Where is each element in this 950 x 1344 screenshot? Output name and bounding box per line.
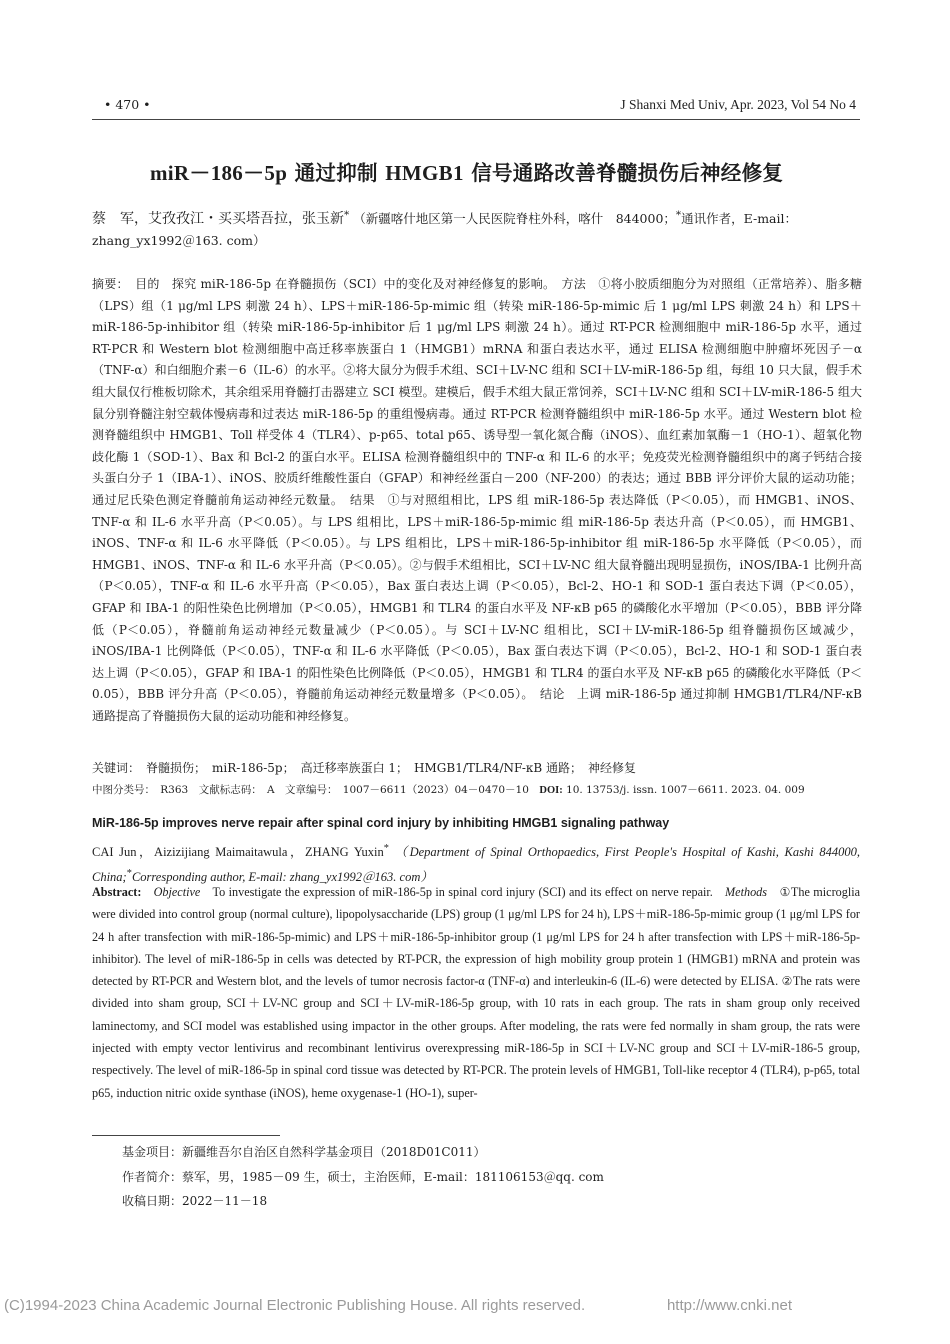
copyright-text: (C)1994-2023 China Academic Journal Electronic Publishing House. All rights reserved. (4, 1297, 586, 1314)
author-bio-footnote: 作者简介：蔡军，男，1985－09 生，硕士，主治医师，E-mail：181106153＠qq. com (122, 1170, 604, 1184)
journal-citation: J Shanxi Med Univ, Apr. 2023, Vol 54 No 4 (620, 97, 856, 112)
footnote-rule (92, 1135, 280, 1136)
corr-star: * (675, 209, 682, 221)
english-author-star: * (383, 843, 389, 854)
doi-label: DOI: (539, 785, 563, 796)
title-gene: HMGB1 (385, 161, 464, 185)
chinese-abstract: 摘要： 目的 探究 miR-186-5p 在脊髓损伤（SCI）中的变化及对神经修复的影响。 方法 ①将小胶质细胞分为对照组（正常培养）、脂多糖（LPS）组（1 μg/ml LPS 刺激 24 h）、LPS＋miR-186-5p-mimic 组（转染 miR-186-5p-mimic 后 1 μg/ml LPS 刺激 24 h）和 LPS＋miR-186-5p-inhibitor 组（转染 miR-186-5p-inhibitor 后 1 μg/ml LPS 刺激 24 h）。通过 RT-PCR 检测细胞中 miR-186-5p 水平，通过 RT-PCR 和 Western blot 检测细胞中高迁移率族蛋白 1（HMGB1）mRNA 和蛋白表达水平，通过 ELISA 检测细胞中肿瘤坏死因子－α（TNF-α）和白细胞介素－6（IL-6）的水平。②将大鼠分为假手术组、SCI＋LV-NC 组和 SCI＋LV-miR-186-5p 组，每组 10 只大鼠，假手术组大鼠仅行椎板切除术，其余组采用脊髓打击器建立 SCI 模型。建模后，假手术组大鼠正常饲养，SCI＋LV-NC 组和 SCI＋LV-miR-186-5 组大鼠分别脊髓注射空载体慢病毒和过表达 miR-186-5p 的重组慢病毒。通过 RT-PCR 检测脊髓组织中 miR-186-5p 水平。通过 Western blot 检测脊髓组织中 HMGB1、Toll 样受体 4（TLR4）、p-p65、total p65、诱导型一氧化氮合酶（iNOS）、血红素加氧酶－1（HO-1）、超氧化物歧化酶 1（SOD-1）、Bax 和 Bcl-2 的蛋白水平。ELISA 检测脊髓组织中的 TNF-α 和 IL-6 的水平；免疫荧光检测脊髓组织中的离子钙结合接头蛋白分子 1（IBA-1）、iNOS、胶质纤维酸性蛋白（GFAP）和神经丝蛋白－200（NF-200）的表达；通过 BBB 评分评价大鼠的运动功能；通过尼氏染色测定脊髓前角运动神经元数量。 结果 ①与对照组相比，LPS 组 miR-186-5p 表达降低（P＜0.05），而 HMGB1、iNOS、TNF-α 和 IL-6 水平升高（P＜0.05）。与 LPS 组相比，LPS＋miR-186-5p-mimic 组 miR-186-5p 表达升高（P＜0.05），而 HMGB1、iNOS、TNF-α 和 IL-6 水平降低（P＜0.05）。与 LPS 组相比，LPS＋miR-186-5p-inhibitor 组 miR-186-5p 水平降低（P＜0.05），而 HMGB1、iNOS、TNF-α 和 IL-6 水平升高（P＜0.05）。②与假手术组相比，SCI＋LV-NC 组大鼠脊髓出现明显损伤，iNOS/IBA-1 比例升高（P＜0.05），TNF-α 和 IL-6 水平升高（P＜0.05），Bax 蛋白表达上调（P＜0.05），Bcl-2、HO-1 和 SOD-1 蛋白表达下调（P＜0.05），GFAP 和 IBA-1 的阳性染色比例增加（P＜0.05），HMGB1 和 TLR4 的蛋白水平及 NF-κB p65 的磷酸化水平增加（P＜0.05），BBB 评分降低（P＜0.05），脊髓前角运动神经元数量减少（P＜0.05）。与 SCI＋LV-NC 组相比，SCI＋LV-miR-186-5p 组脊髓损伤区域减少，iNOS/IBA-1 比例降低（P＜0.05），TNF-α 和 IL-6 水平降低（P＜0.05），Bax 蛋白表达下调（P＜0.05），Bcl-2、HO-1 和 SOD-1 蛋白表达上调（P＜0.05），GFAP 和 IBA-1 的阳性染色比例降低（P＜0.05），HMGB1 和 TLR4 的蛋白水平及 NF-κB p65 的磷酸化水平降低（P＜0.05），BBB 评分升高（P＜0.05），脊髓前角运动神经元数量增多（P＜0.05）。 结论 上调 miR-186-5p 通过抑制 HMGB1/TLR4/NF-κB 通路提高了脊髓损伤大鼠的运动功能和神经修复。 (92, 277, 862, 723)
methods-label: Methods (725, 885, 768, 899)
title-text-2: 信号通路改善脊髓损伤后神经修复 (463, 161, 784, 185)
english-title: MiR-186-5p improves nerve repair after spinal cord injury by inhibiting HMGB1 signaling pathway (92, 816, 670, 830)
header-rule (92, 119, 860, 120)
author-line (92, 204, 864, 252)
doi-value: 10. 13753/j. issn. 1007－6611. 2023. 04. 009 (562, 784, 805, 796)
cnki-link[interactable]: http://www.cnki.net (666, 1297, 792, 1314)
corresponding-email: 通讯作者，E-mail：zhang_yx1992＠163. com） (92, 211, 797, 249)
english-author-names: CAI Jun，Aizizijiang Maimaitawula，ZHANG Yuxin (92, 845, 384, 860)
english-affiliation: （Department of Spinal Orthopaedics, First People's Hospital of Kashi, Kashi 844000, China; (92, 845, 860, 885)
english-corr-star: * (126, 868, 132, 880)
fund-footnote: 基金项目：新疆维吾尔自治区自然科学基金项目（2018D01C011） (122, 1145, 486, 1159)
methods-text: ①The microglia were divided into control group (normal culture), lipopolysaccharide (LPS) group (1 μg/ml LPS for 24 h), LPS＋miR-186-5p-mimic group (1 μg/ml LPS for 24 h after transfection with miR-186-5p-mimic) and LPS＋miR-186-5p-inhibitor group (1 μg/ml LPS for 24 h after transfection with LPS＋miR-186-5p-inhibitor). The level of miR-186-5p in cells was detected by RT-PCR, the expression of high mobility group protein 1 (HMGB1) mRNA and protein was detected by RT-PCR and Western blot, and the levels of tumor necrosis factor-α (TNF-α) and interleukin-6 (IL-6) were detected by ELISA. ②The rats were divided into sham group, SCI＋LV-NC group and SCI＋LV-miR-186-5p group, with 10 rats in each group. The rats in sham group only received laminectomy, and SCI model was established using impactor in the other groups. After modeling, the rats were fed normally in sham group, the rats were injected with empty vector lentivirus and recombinant lentivirus overexpressing miR-186-5p in SCI＋LV-NC group and SCI＋LV-miR-186-5 group, respectively. The level of miR-186-5p in spinal cord tissue was detected by RT-PCR. The protein levels of HMGB1, Toll-like receptor 4 (TLR4), p-p65, total p65, induction nitric oxide synthase (iNOS), heme oxygenase-1 (HO-1), super- (92, 885, 860, 1100)
author-star: * (344, 209, 350, 221)
abstract-label: Abstract: (92, 885, 142, 899)
classification-line (92, 782, 862, 799)
english-corresponding: Corresponding author, E-mail: zhang_yx1992＠163. com） (131, 870, 433, 885)
classification-text: 中图分类号： R363 文献标志码： A 文章编号： 1007－6611（2023）04－0470－10 (92, 784, 540, 796)
english-abstract (92, 881, 860, 1104)
title-text-1: 通过抑制 (287, 161, 386, 185)
author-names: 蔡 军，艾孜孜江・买买塔吾拉，张玉新 (92, 211, 344, 228)
objective-text: To investigate the expression of miR-186-5p in spinal cord injury (SCI) and its effect on nerve repair. (212, 885, 713, 899)
copyright-watermark (4, 1297, 948, 1314)
author-affiliation: （新疆喀什地区第一人民医院脊柱外科，喀什 844000； (353, 211, 676, 227)
page-number: • 470 • (104, 97, 151, 112)
received-date-footnote: 收稿日期：2022－11－18 (122, 1194, 268, 1208)
chinese-keywords: 关键词： 脊髓损伤； miR-186-5p； 高迁移率族蛋白 1； HMGB1/TLR4/NF-κB 通路； 神经修复 (92, 761, 637, 775)
title-mirna: miR－186－5p (150, 161, 288, 185)
article-title (150, 156, 850, 187)
objective-label: Objective (153, 885, 201, 899)
